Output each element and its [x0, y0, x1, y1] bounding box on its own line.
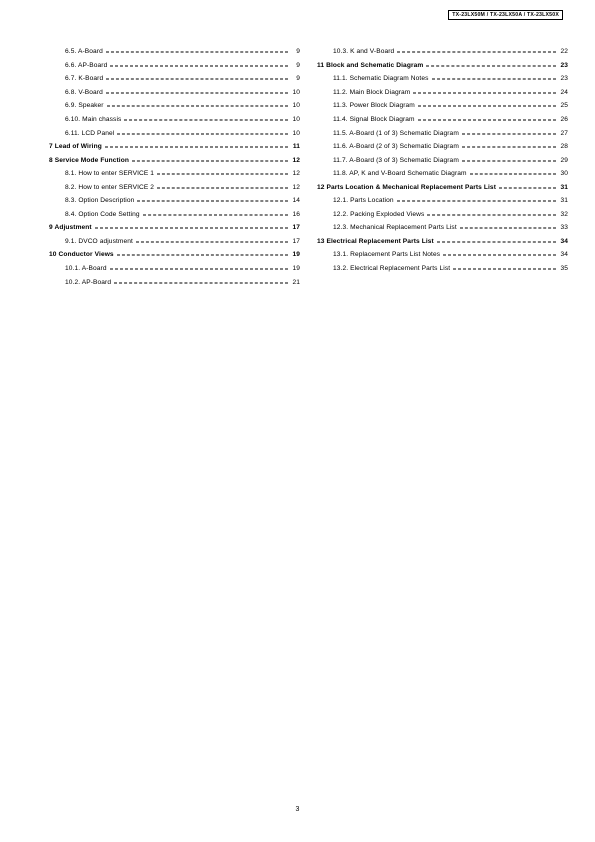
- toc-entry[interactable]: [49, 235, 300, 249]
- toc-entry[interactable]: [49, 113, 300, 127]
- toc-section-page: 12: [292, 156, 300, 164]
- dot-leader: [110, 269, 288, 270]
- toc-section-entry[interactable]: [49, 153, 300, 167]
- toc-entry[interactable]: [49, 275, 300, 289]
- dot-leader: [157, 174, 288, 175]
- dot-leader: [107, 106, 288, 107]
- toc-section-page: 23: [560, 61, 568, 69]
- toc-entry-page: 12: [292, 183, 300, 191]
- dot-leader: [105, 147, 288, 148]
- toc-section-page: 34: [560, 237, 568, 245]
- toc-entry-page: 24: [560, 88, 568, 96]
- dot-leader: [462, 147, 556, 148]
- toc-entry-page: 29: [560, 156, 568, 164]
- toc-entry-page: 31: [560, 197, 568, 205]
- toc-section-entry[interactable]: [49, 140, 300, 154]
- toc-entry[interactable]: [49, 194, 300, 208]
- dot-leader: [110, 65, 288, 66]
- toc-entry[interactable]: [49, 126, 300, 140]
- toc-section-entry[interactable]: [317, 235, 568, 249]
- dot-leader: [95, 228, 288, 229]
- toc-entry[interactable]: [317, 126, 568, 140]
- toc-section-page: 17: [292, 224, 300, 232]
- toc-entry-page: 10: [292, 102, 300, 110]
- dot-leader: [432, 79, 557, 80]
- dot-leader: [106, 52, 288, 53]
- toc-entry-label: 11.8. AP, K and V-Board Schematic Diagram: [333, 170, 467, 178]
- toc-entry-label: 12.2. Packing Exploded Views: [333, 210, 425, 218]
- toc-entry-page: 27: [560, 129, 568, 137]
- toc-entry-label: 11.7. A-Board (3 of 3) Schematic Diagram: [333, 156, 459, 164]
- toc-right-column: [317, 45, 568, 275]
- dot-leader: [124, 120, 288, 121]
- toc-section-entry[interactable]: [317, 180, 568, 194]
- toc-entry[interactable]: [49, 180, 300, 194]
- dot-leader: [117, 255, 288, 256]
- toc-entry-label: 6.10. Main chassis: [65, 116, 122, 123]
- toc-entry-page: 10: [292, 88, 300, 96]
- toc-section-label: 10 Conductor Views: [49, 251, 114, 259]
- toc-entry-page: 28: [560, 143, 568, 151]
- dot-leader: [106, 92, 288, 93]
- toc-section-page: 31: [560, 183, 568, 191]
- toc-entry[interactable]: [317, 72, 568, 86]
- dot-leader: [143, 214, 288, 215]
- dot-leader: [413, 92, 556, 93]
- toc-entry[interactable]: [317, 167, 568, 181]
- toc-left-column: [49, 45, 300, 289]
- toc-entry-page: 9: [296, 75, 300, 83]
- toc-entry-label: 10.2. AP-Board: [65, 278, 112, 286]
- toc-entry-label: 6.11. LCD Panel: [65, 129, 115, 137]
- toc-entry[interactable]: [49, 167, 300, 181]
- toc-entry-label: 12.3. Mechanical Replacement Parts List: [333, 224, 457, 232]
- toc-entry-page: 25: [560, 102, 568, 110]
- toc-entry[interactable]: [49, 208, 300, 222]
- toc-entry-label: 11.4. Signal Block Diagram: [333, 116, 415, 123]
- dot-leader: [106, 79, 288, 80]
- dot-leader: [443, 255, 556, 256]
- toc-entry-page: 10: [292, 116, 300, 123]
- toc-section-entry[interactable]: [317, 59, 568, 73]
- dot-leader: [453, 269, 556, 270]
- toc-entry-page: 12: [292, 170, 300, 178]
- toc-section-label: 12 Parts Location & Mechanical Replacement Parts List: [317, 183, 496, 191]
- dot-leader: [499, 187, 556, 188]
- dot-leader: [114, 282, 288, 283]
- dot-leader: [427, 214, 556, 215]
- dot-leader: [418, 106, 556, 107]
- toc-entry-page: 32: [560, 210, 568, 218]
- toc-entry[interactable]: [49, 86, 300, 100]
- toc-entry-label: 12.1. Parts Location: [333, 197, 394, 205]
- toc-entry[interactable]: [317, 113, 568, 127]
- toc-entry-label: 6.7. K-Board: [65, 75, 104, 83]
- dot-leader: [462, 160, 556, 161]
- toc-entry[interactable]: [317, 153, 568, 167]
- toc-entry-page: 34: [560, 251, 568, 259]
- toc-entry-label: 9.1. DVCO adjustment: [65, 237, 133, 245]
- toc-entry-page: 33: [560, 224, 568, 232]
- dot-leader: [157, 187, 288, 188]
- toc-entry[interactable]: [317, 86, 568, 100]
- toc-entry-page: 21: [292, 278, 300, 286]
- toc-section-label: 7 Lead of Wiring: [49, 143, 102, 151]
- toc-section-page: 11: [292, 143, 300, 151]
- toc-entry-page: 14: [292, 197, 300, 205]
- toc-entry-label: 11.3. Power Block Diagram: [333, 102, 415, 110]
- dot-leader: [437, 241, 556, 242]
- dot-leader: [117, 133, 288, 134]
- toc-entry-label: 11.1. Schematic Diagram Notes: [333, 75, 429, 83]
- toc-section-label: 11 Block and Schematic Diagram: [317, 61, 424, 69]
- toc-section-label: 13 Electrical Replacement Parts List: [317, 237, 434, 245]
- toc-entry-label: 6.6. AP-Board: [65, 61, 108, 69]
- toc-entry-label: 11.5. A-Board (1 of 3) Schematic Diagram: [333, 129, 459, 137]
- toc-entry-label: 13.2. Electrical Replacement Parts List: [333, 265, 451, 273]
- toc-section-page: 19: [292, 251, 300, 259]
- page-number: 3: [295, 806, 300, 813]
- toc-entry[interactable]: [317, 99, 568, 113]
- dot-leader: [470, 174, 556, 175]
- toc-entry[interactable]: [49, 262, 300, 276]
- toc-entry-label: 11.6. A-Board (2 of 3) Schematic Diagram: [333, 143, 459, 151]
- toc-entry-page: 19: [292, 265, 300, 273]
- toc-section-label: 8 Service Mode Function: [49, 156, 129, 164]
- toc-entry[interactable]: [49, 59, 300, 73]
- dot-leader: [397, 201, 556, 202]
- toc-entry-label: 6.9. Speaker: [65, 102, 104, 110]
- toc-entry-page: 10: [292, 129, 300, 137]
- toc-section-label: 9 Adjustment: [49, 224, 92, 232]
- toc-entry[interactable]: [49, 72, 300, 86]
- toc-entry-page: 22: [560, 48, 568, 56]
- dot-leader: [137, 201, 288, 202]
- toc-entry[interactable]: [317, 262, 568, 276]
- toc-entry-label: 8.3. Option Description: [65, 197, 135, 205]
- toc-entry[interactable]: [317, 140, 568, 154]
- toc-entry-page: 17: [292, 237, 300, 245]
- toc-entry-page: 30: [560, 170, 568, 178]
- toc-entry-page: 35: [560, 265, 568, 273]
- dot-leader: [462, 133, 556, 134]
- toc-entry-label: 6.5. A-Board: [65, 48, 103, 56]
- toc-entry-page: 9: [296, 48, 300, 56]
- toc-section-entry[interactable]: [49, 221, 300, 235]
- dot-leader: [418, 120, 556, 121]
- dot-leader: [460, 228, 556, 229]
- dot-leader: [397, 52, 556, 53]
- toc-entry-page: 23: [560, 75, 568, 83]
- toc-entry-label: 8.2. How to enter SERVICE 2: [65, 183, 155, 191]
- toc-entry[interactable]: [317, 221, 568, 235]
- toc-entry-page: 9: [296, 61, 300, 69]
- toc-entry-page: 26: [560, 116, 568, 123]
- toc-entry[interactable]: [49, 45, 300, 59]
- toc-entry-label: 10.1. A-Board: [65, 265, 107, 273]
- toc-entry-label: 13.1. Replacement Parts List Notes: [333, 251, 441, 259]
- toc-entry[interactable]: [317, 248, 568, 262]
- model-code-header: TX-23LX50M / TX-23LX50A / TX-23LX50X: [448, 10, 563, 20]
- toc-entry-label: 10.3. K and V-Board: [333, 48, 395, 56]
- toc-entry-label: 6.8. V-Board: [65, 88, 103, 96]
- toc-entry[interactable]: [317, 208, 568, 222]
- toc-entry-page: 16: [292, 210, 300, 218]
- toc-entry[interactable]: [317, 45, 568, 59]
- toc-entry-label: 11.2. Main Block Diagram: [333, 88, 411, 96]
- dot-leader: [132, 160, 288, 161]
- toc-entry-label: 8.4. Option Code Setting: [65, 210, 140, 218]
- toc-entry[interactable]: [317, 194, 568, 208]
- toc-section-entry[interactable]: [49, 248, 300, 262]
- dot-leader: [426, 65, 556, 66]
- toc-entry-label: 8.1. How to enter SERVICE 1: [65, 170, 155, 178]
- toc-entry[interactable]: [49, 99, 300, 113]
- dot-leader: [136, 241, 288, 242]
